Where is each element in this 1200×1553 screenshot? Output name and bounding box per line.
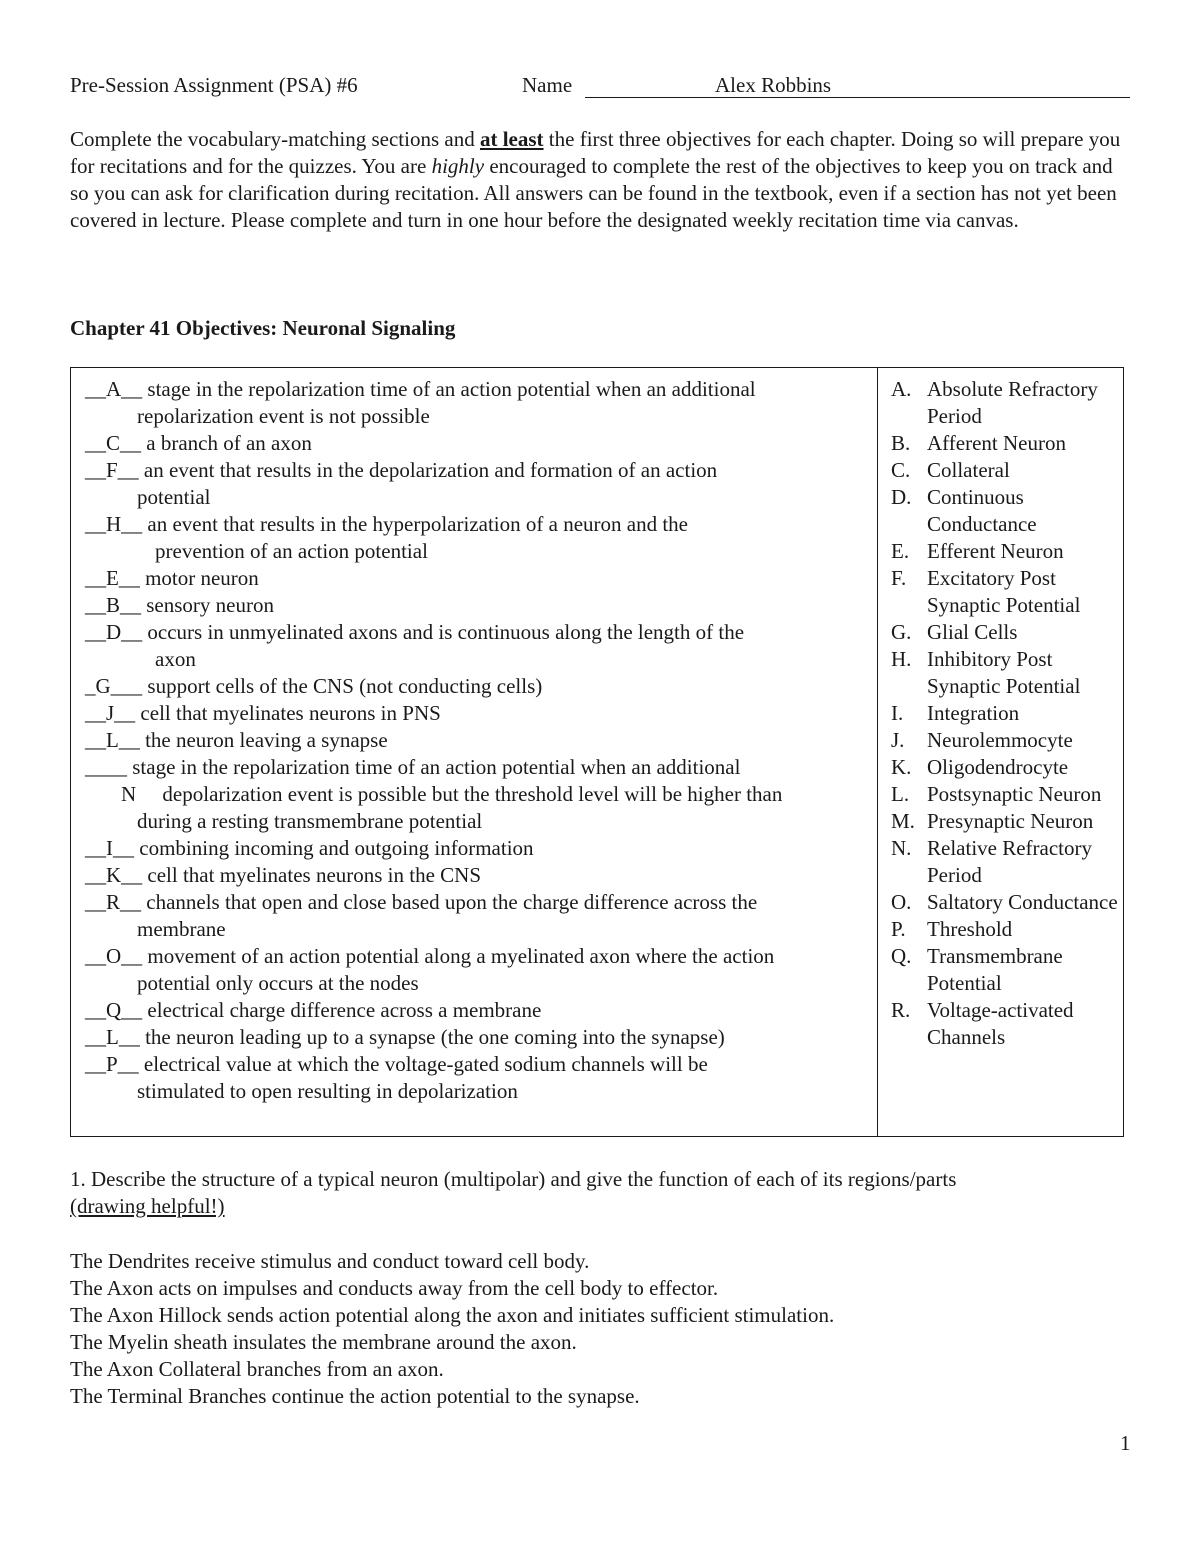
definition-text: __A__ stage in the repolarization time of an action potential when an additional	[85, 377, 756, 401]
term-letter: M.	[891, 809, 915, 833]
term-item	[891, 538, 1119, 565]
answer-line: The Axon acts on impulses and conducts away from the cell body to effector.	[70, 1276, 719, 1300]
definition-item	[85, 889, 871, 943]
term-letter: P.	[891, 917, 906, 941]
term-letter: C.	[891, 458, 911, 482]
definition-item	[85, 700, 871, 727]
term-label: Continuous Conductance	[927, 485, 1037, 536]
term-letter: J.	[891, 728, 905, 752]
term-item	[891, 376, 1119, 430]
definition-text: __E__ motor neuron	[85, 566, 259, 590]
term-letter: D.	[891, 485, 912, 509]
definition-text: __O__ movement of an action potential along a myelinated axon where the action	[85, 944, 775, 968]
vocabulary-matching-table	[70, 367, 1124, 1137]
definition-text: _G___ support cells of the CNS (not conducting cells)	[85, 674, 543, 698]
term-label: Postsynaptic Neuron	[927, 782, 1102, 806]
term-letter: N.	[891, 836, 912, 860]
name-field[interactable]	[585, 72, 1130, 98]
definition-text: __L__ the neuron leading up to a synapse (the one coming into the synapse)	[85, 1025, 725, 1049]
term-item	[891, 646, 1119, 700]
term-letter: K.	[891, 755, 912, 779]
definition-item	[85, 592, 871, 619]
term-item	[891, 997, 1119, 1051]
term-letter: Q.	[891, 944, 912, 968]
name-value: Alex Robbins	[715, 73, 832, 97]
term-label: Absolute Refractory Period	[927, 377, 1098, 428]
definition-text: __Q__ electrical charge difference across a membrane	[85, 998, 542, 1022]
instructions-paragraph: Complete the vocabulary-matching sections and at least the first three objectives for each chapter. Doing so will prepare you for recitations and for the quizzes. You are highly encouraged to complete the rest of the objectives to keep you on track and so you can ask for clarification during recitation. All answers can be found in the textbook, even if a section has not yet been covered in lecture. Please complete and turn in one hour before the designated weekly recitation time via canvas.	[70, 127, 1121, 232]
term-label: Glial Cells	[927, 620, 1018, 644]
term-label: Neurolemmocyte	[927, 728, 1073, 752]
definition-text: __J__ cell that myelinates neurons in PNS	[85, 701, 441, 725]
definition-continuation: membrane	[137, 917, 226, 941]
term-letter: R.	[891, 998, 911, 1022]
definition-item	[85, 727, 871, 754]
term-item	[891, 700, 1119, 727]
definition-continuation: repolarization event is not possible	[137, 404, 430, 428]
term-item	[891, 484, 1119, 538]
term-item	[891, 727, 1119, 754]
definition-item	[85, 673, 871, 700]
question-1	[70, 1166, 1130, 1220]
term-label: Transmembrane Potential	[927, 944, 1063, 995]
term-item	[891, 565, 1119, 619]
term-label: Integration	[927, 701, 1020, 725]
term-label: Collateral	[927, 458, 1010, 482]
answer-line: The Dendrites receive stimulus and conduct toward cell body.	[70, 1249, 590, 1273]
definition-text: __F__ an event that results in the depolarization and formation of an action	[85, 458, 718, 482]
definition-text: __C__ a branch of an axon	[85, 431, 312, 455]
term-label: Afferent Neuron	[927, 431, 1066, 455]
term-label: Inhibitory Post Synaptic Potential	[927, 647, 1081, 698]
definition-item	[85, 943, 871, 997]
definition-text: __I__ combining incoming and outgoing information	[85, 836, 534, 860]
term-letter: L.	[891, 782, 910, 806]
definitions-column	[85, 376, 871, 1105]
definition-continuation: during a resting transmembrane potential	[137, 809, 483, 833]
term-item	[891, 916, 1119, 943]
answer-line: The Terminal Branches continue the action potential to the synapse.	[70, 1384, 640, 1408]
definition-text: __R__ channels that open and close based upon the charge difference across the	[85, 890, 758, 914]
definition-text: __B__ sensory neuron	[85, 593, 274, 617]
definition-item	[85, 430, 871, 457]
question-1-hint: (drawing helpful!)	[70, 1194, 225, 1218]
definition-continuation: N depolarization event is possible but the threshold level will be higher than	[121, 782, 783, 806]
answer-line: The Axon Collateral branches from an axon.	[70, 1357, 444, 1381]
definition-item	[85, 1051, 871, 1105]
header	[70, 72, 1130, 100]
term-label: Efferent Neuron	[927, 539, 1064, 563]
term-letter: H.	[891, 647, 912, 671]
definition-text: __H__ an event that results in the hyperpolarization of a neuron and the	[85, 512, 688, 536]
term-item	[891, 619, 1119, 646]
definition-text: ____ stage in the repolarization time of an action potential when an additional	[85, 755, 741, 779]
definition-item	[85, 511, 871, 565]
term-letter: B.	[891, 431, 911, 455]
definition-item	[85, 997, 871, 1024]
term-letter: A.	[891, 377, 912, 401]
term-label: Oligodendrocyte	[927, 755, 1069, 779]
page-number: 1	[1120, 1431, 1131, 1455]
term-label: Saltatory Conductance	[927, 890, 1118, 914]
definition-continuation: prevention of an action potential	[155, 539, 428, 563]
term-item	[891, 754, 1119, 781]
answer-line: The Myelin sheath insulates the membrane around the axon.	[70, 1330, 577, 1354]
definition-item	[85, 754, 871, 835]
definition-continuation: stimulated to open resulting in depolarization	[137, 1079, 518, 1103]
definition-item	[85, 376, 871, 430]
definition-text: __P__ electrical value at which the voltage-gated sodium channels will be	[85, 1052, 708, 1076]
term-label: Excitatory Post Synaptic Potential	[927, 566, 1081, 617]
definition-continuation: potential	[137, 485, 211, 509]
term-letter: G.	[891, 620, 912, 644]
term-label: Threshold	[927, 917, 1013, 941]
definition-item	[85, 457, 871, 511]
definition-text: __L__ the neuron leaving a synapse	[85, 728, 388, 752]
definition-item	[85, 1024, 871, 1051]
term-item	[891, 430, 1119, 457]
term-label: Voltage-activated Channels	[927, 998, 1074, 1049]
term-label: Presynaptic Neuron	[927, 809, 1094, 833]
definition-item	[85, 565, 871, 592]
definition-item	[85, 835, 871, 862]
question-1-answers	[70, 1248, 1130, 1410]
definition-continuation: axon	[155, 647, 196, 671]
term-item	[891, 808, 1119, 835]
name-label: Name	[522, 73, 573, 97]
term-letter: F.	[891, 566, 907, 590]
answer-line: The Axon Hillock sends action potential along the axon and initiates sufficient stimulation.	[70, 1303, 835, 1327]
term-item	[891, 943, 1119, 997]
term-letter: O.	[891, 890, 912, 914]
definition-text: __K__ cell that myelinates neurons in the CNS	[85, 863, 482, 887]
emphasis-at-least: at least	[479, 127, 544, 151]
term-label: Relative Refractory Period	[927, 836, 1093, 887]
definition-item	[85, 619, 871, 673]
definition-text: __D__ occurs in unmyelinated axons and is continuous along the length of the	[85, 620, 745, 644]
definition-continuation: potential only occurs at the nodes	[137, 971, 419, 995]
term-item	[891, 889, 1119, 916]
emphasis-highly: highly	[431, 154, 485, 178]
assignment-title: Pre-Session Assignment (PSA) #6	[70, 73, 358, 97]
chapter-title: Chapter 41 Objectives: Neuronal Signaling	[70, 316, 456, 340]
term-item	[891, 835, 1119, 889]
term-item	[891, 457, 1119, 484]
definition-item	[85, 862, 871, 889]
term-item	[891, 781, 1119, 808]
question-1-text: 1. Describe the structure of a typical neuron (multipolar) and give the function of each of its regions/parts	[70, 1167, 957, 1191]
term-letter: E.	[891, 539, 910, 563]
term-letter: I.	[891, 701, 904, 725]
column-divider	[877, 368, 878, 1136]
terms-column	[891, 376, 1119, 1051]
